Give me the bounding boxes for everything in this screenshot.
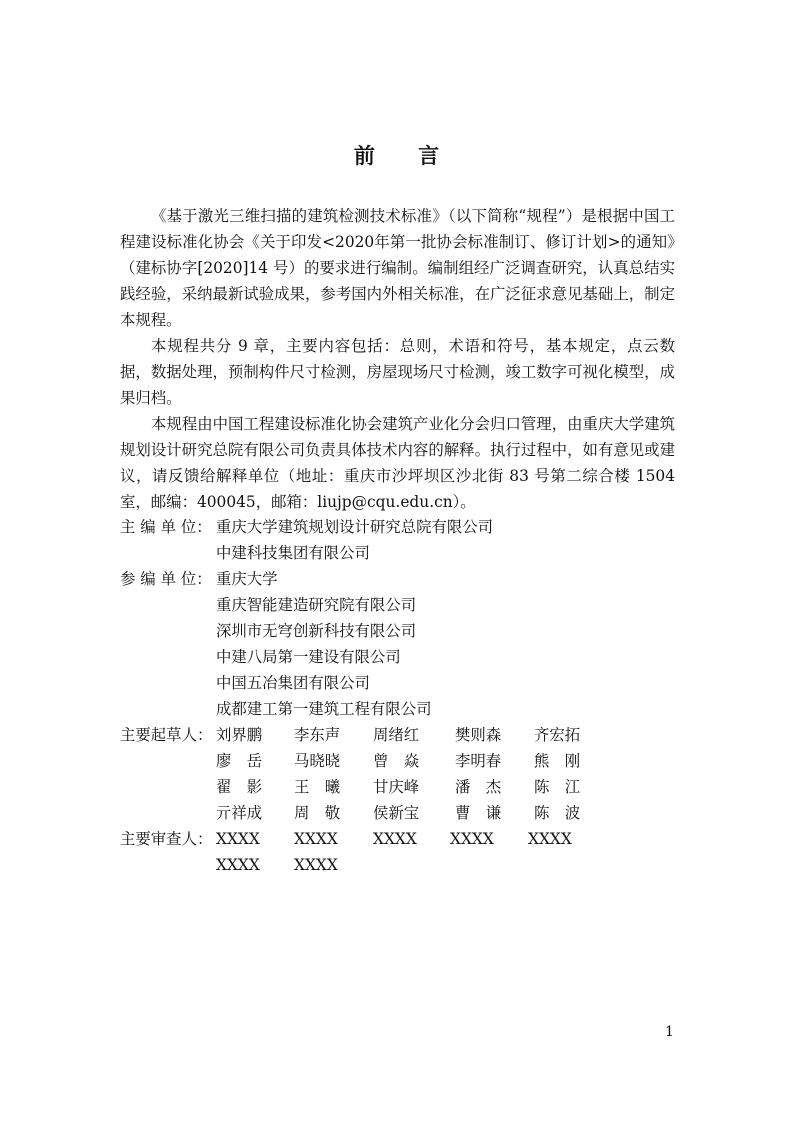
drafter-name: 周 敬 <box>294 804 341 822</box>
reviewer-row <box>120 852 600 878</box>
drafter-row <box>120 800 600 826</box>
participant-row <box>120 670 370 696</box>
participant-unit: 成都建工第一建筑工程有限公司 <box>216 700 432 718</box>
drafter-name: 曹 谦 <box>455 804 502 822</box>
reviewer-row <box>120 826 600 852</box>
participant-row <box>120 566 278 592</box>
drafter-name: 廖 岳 <box>216 752 263 770</box>
participant-unit: 深圳市无穹创新科技有限公司 <box>216 622 417 640</box>
chief-editor-unit: 重庆大学建筑规划设计研究总院有限公司 <box>216 518 494 536</box>
participant-unit: 中建八局第一建设有限公司 <box>216 648 401 666</box>
drafter-name: 周绪红 <box>373 726 420 744</box>
preface-paragraph-3: 本规程由中国工程建设标准化协会建筑产业化分会归口管理，由重庆大学建筑规划设计研究总院有限公司负责具体技术内容的解释。执行过程中，如有意见或建议，请反馈给解释单位（地址：重庆市沙坪坝区沙北街 83 号第二综合楼 1504 室，邮编：400045，邮箱：liujp@cqu.edu.cn）。 <box>120 415 675 511</box>
participant-row <box>120 618 416 644</box>
reviewer-name: XXXX <box>216 830 260 848</box>
page-number: 1 <box>665 1024 674 1040</box>
participant-label: 参 编 单 位： <box>120 570 212 588</box>
drafter-name: 王 曦 <box>294 778 341 796</box>
preface-paragraph-2: 本规程共分 9 章，主要内容包括：总则，术语和符号，基本规定，点云数据，数据处理，预制构件尺寸检测，房屋现场尺寸检测，竣工数字可视化模型，成果归档。 <box>120 337 675 407</box>
drafter-name: 甘庆峰 <box>373 778 420 796</box>
chief-editor-label: 主 编 单 位： <box>120 518 212 536</box>
drafter-name: 曾 焱 <box>373 752 420 770</box>
drafter-name: 马晓晓 <box>294 752 341 770</box>
drafter-name: 熊 刚 <box>534 752 581 770</box>
reviewer-name: XXXX <box>216 856 260 874</box>
drafter-name: 齐宏拓 <box>534 726 581 744</box>
reviewer-name: XXXX <box>294 856 338 874</box>
drafter-row <box>120 722 600 748</box>
chief-editor-row <box>120 514 493 540</box>
drafter-name: 陈 波 <box>534 804 581 822</box>
drafter-name: 侯新宝 <box>373 804 420 822</box>
participant-unit: 中国五冶集团有限公司 <box>216 674 370 692</box>
drafter-name: 刘界鹏 <box>216 726 263 744</box>
page-title: 前 言 <box>353 144 458 168</box>
preface-paragraph-1: 《基于激光三维扫描的建筑检测技术标准》（以下简称“规程”）是根据中国工程建设标准化协会《关于印发<2020年第一批协会标准制订、修订计划>的通知》（建标协字[2020]14 号）的要求进行编制。编制组经广泛调查研究，认真总结实践经验，采纳最新试验成果，参考国内外相关标准，在广泛征求意见基础上，制定本规程。 <box>120 207 675 329</box>
reviewer-name: XXXX <box>528 830 572 848</box>
drafter-row <box>120 748 600 774</box>
drafter-name: 翟 影 <box>216 778 263 796</box>
drafter-name: 李东声 <box>294 726 341 744</box>
participant-row <box>120 592 416 618</box>
reviewer-name: XXXX <box>373 830 417 848</box>
drafter-name: 陈 江 <box>534 778 581 796</box>
reviewer-name: XXXX <box>450 830 494 848</box>
participant-row <box>120 696 431 722</box>
chief-editor-unit: 中建科技集团有限公司 <box>216 544 370 562</box>
reviewer-label: 主要审查人： <box>120 830 213 848</box>
drafter-name: 潘 杰 <box>455 778 502 796</box>
chief-editor-row <box>120 540 370 566</box>
drafter-row <box>120 774 600 800</box>
drafter-label: 主要起草人： <box>120 726 213 744</box>
drafter-name: 李明春 <box>455 752 502 770</box>
participant-row <box>120 644 401 670</box>
drafter-name: 亓祥成 <box>216 804 263 822</box>
drafter-name: 樊则森 <box>455 726 502 744</box>
participant-unit: 重庆智能建造研究院有限公司 <box>216 596 417 614</box>
reviewer-name: XXXX <box>294 830 338 848</box>
participant-unit: 重庆大学 <box>216 570 278 588</box>
